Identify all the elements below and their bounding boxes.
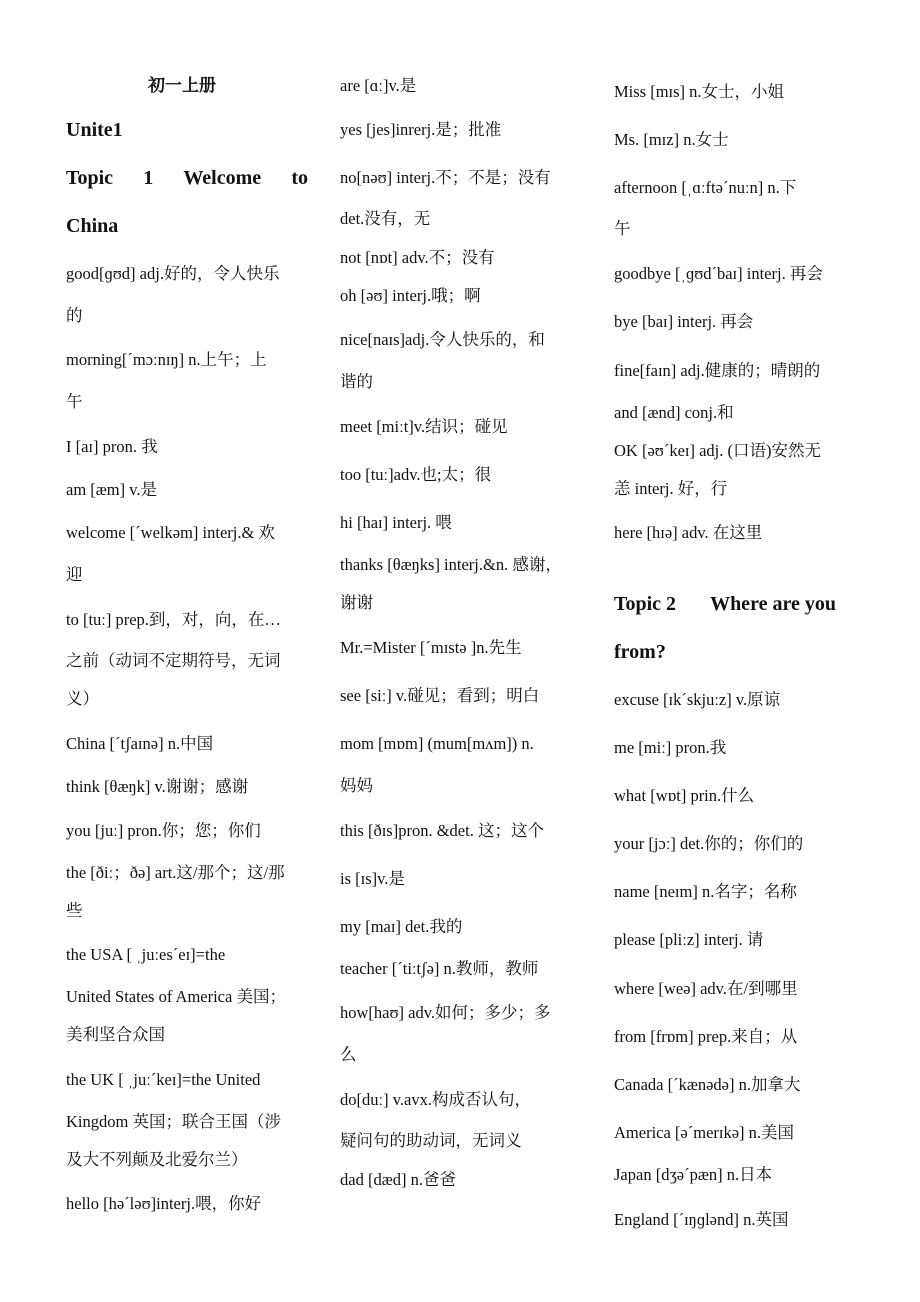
- vocab-line: I [aɪ] pron. 我: [66, 437, 158, 456]
- vocab-line: 谢谢: [340, 593, 373, 612]
- vocab-line: where [weə] adv.在/到哪里: [614, 979, 798, 998]
- column-1: [66, 0, 308, 1302]
- vocab-line: and [ænd] conj.和: [614, 403, 734, 422]
- vocab-line: 谐的: [340, 372, 373, 391]
- column-3: [614, 0, 864, 1302]
- vocab-line: see [siː] v.碰见；看到；明白: [340, 686, 540, 705]
- vocab-line: is [ɪs]v.是: [340, 869, 405, 888]
- column-2: [340, 0, 585, 1302]
- vocab-line: teacher [ˊtiːtʃə] n.教师，教师: [340, 959, 539, 978]
- vocab-line: the UK [ ˌjuːˊkeɪ]=the United: [66, 1070, 261, 1089]
- topic-1-word: Topic: [66, 167, 114, 189]
- topic-2-title: Where are you: [710, 593, 836, 615]
- vocab-line: 美利坚合众国: [66, 1025, 165, 1044]
- vocab-line: 迎: [66, 565, 83, 584]
- vocab-line: 疑问句的助动词，无词义: [340, 1131, 522, 1150]
- book-title: 初一上册: [148, 76, 216, 95]
- vocab-line: from [frɒm] prep.来自；从: [614, 1027, 798, 1046]
- vocab-line: mom [mɒm] (mum[mʌm]) n.: [340, 734, 534, 753]
- vocab-line: Miss [mɪs] n.女士，小姐: [614, 82, 785, 101]
- vocab-line: United States of America 美国；: [66, 987, 286, 1006]
- topic-1-word: to: [291, 167, 308, 189]
- vocab-line: hello [həˊləʊ]interj.喂，你好: [66, 1194, 262, 1213]
- vocab-line: this [ðɪs]pron. &det. 这；这个: [340, 821, 544, 840]
- vocab-line: what [wɒt] prin.什么: [614, 786, 755, 805]
- vocab-line: welcome [ˊwelkəm] interj.& 欢: [66, 523, 275, 542]
- vocab-line: my [maɪ] det.我的: [340, 917, 463, 936]
- vocab-line: Ms. [mɪz] n.女士: [614, 130, 729, 149]
- vocab-line: me [miː] pron.我: [614, 738, 727, 757]
- vocab-line: afternoon [ˌɑːftəˊnuːn] n.下: [614, 178, 797, 197]
- vocab-line: Japan [dʒəˊpæn] n.日本: [614, 1165, 773, 1184]
- vocab-line: 恙 interj. 好，行: [614, 479, 728, 498]
- vocab-line: you [juː] pron.你；您；你们: [66, 821, 261, 840]
- vocab-line: how[haʊ] adv.如何；多少；多: [340, 1003, 551, 1022]
- topic-1-word: Welcome: [183, 167, 262, 189]
- vocab-line: name [neɪm] n.名字；名称: [614, 882, 797, 901]
- vocab-line: 义）: [66, 689, 99, 708]
- vocab-line: to [tuː] prep.到，对，向，在…: [66, 610, 281, 629]
- vocab-line: hi [haɪ] interj. 喂: [340, 513, 452, 532]
- vocab-line: 午: [614, 219, 631, 238]
- vocab-line: goodbye [ˌɡʊdˊbaɪ] interj. 再会: [614, 264, 823, 283]
- unit-heading: Unite1: [66, 119, 123, 141]
- vocab-line: your [jɔː] det.你的；你们的: [614, 834, 804, 853]
- vocab-line: meet [miːt]v.结识；碰见: [340, 417, 508, 436]
- vocab-line: yes [jes]inrerj.是；批准: [340, 120, 502, 139]
- vocab-line: do[duː] v.avx.构成否认句，: [340, 1090, 531, 1109]
- vocab-line: no[nəʊ] interj.不；不是；没有: [340, 168, 551, 187]
- vocab-line: please [pliːz] interj. 请: [614, 930, 764, 949]
- vocab-line: nice[naɪs]adj.令人快乐的，和: [340, 330, 545, 349]
- vocab-line: 妈妈: [340, 776, 373, 795]
- vocab-line: here [hɪə] adv. 在这里: [614, 523, 763, 542]
- vocab-line: the [ðiː；ðə] art.这/那个；这/那: [66, 863, 285, 882]
- topic-2-heading-cont: from?: [614, 641, 666, 663]
- vocab-line: America [əˊmerɪkə] n.美国: [614, 1123, 795, 1142]
- vocab-line: Canada [ˊkænədə] n.加拿大: [614, 1075, 801, 1094]
- vocab-line: oh [əʊ] interj.哦；啊: [340, 286, 481, 305]
- vocab-line: 的: [66, 306, 83, 325]
- vocab-line: 些: [66, 901, 83, 920]
- vocab-line: am [æm] v.是: [66, 480, 158, 499]
- vocab-line: too [tuː]adv.也;太；很: [340, 465, 492, 484]
- vocab-line: thanks [θæŋks] interj.&n. 感谢，: [340, 555, 562, 574]
- vocab-line: England [ˊɪŋɡlənd] n.英国: [614, 1210, 789, 1229]
- vocab-line: 午: [66, 392, 83, 411]
- topic-1-heading: [66, 166, 308, 190]
- vocab-line: OK [əʊˊkeɪ] adj. (口语)安然无: [614, 441, 821, 460]
- vocab-line: excuse [ɪkˊskjuːz] v.原谅: [614, 690, 781, 709]
- topic-2-heading: [614, 592, 864, 616]
- vocab-line: 么: [340, 1045, 357, 1064]
- vocab-line: det.没有，无: [340, 209, 431, 228]
- vocab-line: 之前（动词不定期符号，无词: [66, 651, 281, 670]
- vocab-line: 及大不列颠及北爱尔兰）: [66, 1150, 248, 1169]
- vocab-line: Mr.=Mister [ˊmɪstə ]n.先生: [340, 638, 522, 657]
- vocab-line: the USA [ ˌjuːesˊeɪ]=the: [66, 945, 226, 964]
- vocab-line: fine[faɪn] adj.健康的；晴朗的: [614, 361, 821, 380]
- topic-2-label: Topic 2: [614, 593, 677, 615]
- vocab-line: Kingdom 英国；联合王国（涉: [66, 1112, 281, 1131]
- vocab-line: China [ˊtʃaɪnə] n.中国: [66, 734, 214, 753]
- vocab-line: dad [dæd] n.爸爸: [340, 1170, 456, 1189]
- vocab-line: not [nɒt] adv.不；没有: [340, 248, 495, 267]
- topic-1-heading-cont: China: [66, 215, 119, 237]
- topic-1-word: 1: [143, 167, 154, 189]
- vocab-line: bye [baɪ] interj. 再会: [614, 312, 754, 331]
- vocab-line: think [θæŋk] v.谢谢；感谢: [66, 777, 249, 796]
- vocab-line: are [ɑː]v.是: [340, 76, 417, 95]
- vocab-line: morning[ˊmɔːnɪŋ] n.上午；上: [66, 350, 267, 369]
- vocab-line: good[ɡʊd] adj.好的，令人快乐: [66, 264, 280, 283]
